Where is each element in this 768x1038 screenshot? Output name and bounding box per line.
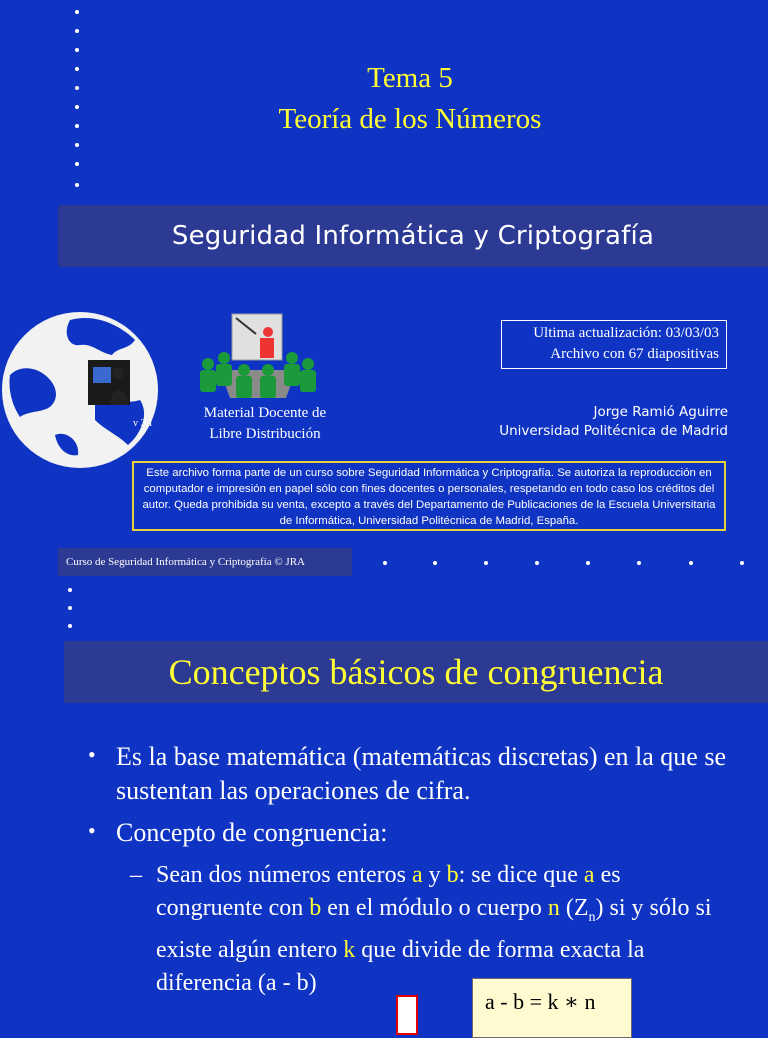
slide-title: Teoría de los Números bbox=[278, 103, 542, 135]
tema-number: Tema 5 bbox=[367, 62, 453, 94]
var-a: a bbox=[411, 862, 423, 888]
definition-text: : se dice que bbox=[458, 862, 584, 888]
decorative-dot bbox=[68, 588, 72, 592]
definition-text: que divide de forma exacta la diferencia (a - b) bbox=[156, 936, 645, 996]
globe-icon bbox=[0, 305, 165, 475]
decorative-dot bbox=[740, 561, 744, 565]
definition-text: en el módulo o cuerpo bbox=[321, 895, 548, 921]
decorative-dot bbox=[75, 29, 79, 33]
bullet-mark: • bbox=[88, 742, 96, 767]
decorative-dot bbox=[75, 10, 79, 14]
var-k: k bbox=[343, 936, 356, 963]
bullet-text: Concepto de congruencia: bbox=[116, 818, 388, 847]
highlight-rectangle bbox=[396, 995, 418, 1035]
material-docente-label bbox=[185, 403, 345, 445]
course-title-band bbox=[58, 205, 768, 267]
var-n: n bbox=[547, 895, 560, 921]
material-line-2: Libre Distribución bbox=[209, 426, 321, 442]
copyright-notice: Este archivo forma parte de un curso sobre Seguridad Informática y Criptografía. Se autoriza la reproducción en computador e impresión en papel sólo con fines docentes o personales, respetando en todo caso los créditos del autor. Queda prohibida su venta, excepto a través del Departamento de Publicaciones de la Escuela Universitaria de Informática, Universidad Politécnica de Madrid, España. bbox=[132, 461, 726, 531]
dash-mark: – bbox=[130, 862, 142, 888]
decorative-dot bbox=[75, 67, 79, 71]
decorative-dot bbox=[535, 561, 539, 565]
decorative-dot bbox=[75, 86, 79, 90]
subscript-n: n bbox=[588, 909, 596, 925]
var-b: b bbox=[446, 862, 459, 888]
definition-text: Sean dos números enteros bbox=[156, 862, 412, 888]
update-info-box bbox=[501, 320, 727, 369]
var-a: a bbox=[583, 862, 595, 888]
course-title: Seguridad Informática y Criptografía bbox=[171, 221, 655, 251]
slide-count: Archivo con 67 diapositivas bbox=[550, 346, 719, 362]
decorative-dot bbox=[484, 561, 488, 565]
definition-text: (Z bbox=[559, 895, 589, 921]
slide2-title: Conceptos básicos de congruencia bbox=[168, 652, 664, 692]
teacher-with-students-icon bbox=[196, 312, 320, 402]
author-university: Universidad Politécnica de Madrid bbox=[499, 423, 728, 439]
definition-text: y bbox=[422, 862, 447, 888]
decorative-dot bbox=[637, 561, 641, 565]
definition-text: ) si y sólo si existe algún entero bbox=[156, 895, 712, 963]
decorative-dot bbox=[689, 561, 693, 565]
footer-text: Curso de Seguridad Informática y Criptografía © JRA bbox=[66, 556, 305, 568]
decorative-dot bbox=[68, 624, 72, 628]
decorative-dot bbox=[75, 183, 79, 187]
author-name: Jorge Ramió Aguirre bbox=[593, 404, 728, 420]
update-date: Ultima actualización: 03/03/03 bbox=[533, 325, 719, 341]
congruence-formula: a - b = k ∗ n bbox=[472, 978, 632, 1038]
decorative-dot bbox=[75, 143, 79, 147]
material-line-1: Material Docente de bbox=[203, 405, 327, 421]
decorative-dot bbox=[75, 124, 79, 128]
slide2-title-band bbox=[64, 641, 768, 703]
version-label: v 3.1 bbox=[133, 418, 153, 429]
definition-text: es congruente con bbox=[156, 862, 621, 921]
decorative-dot bbox=[433, 561, 437, 565]
slide-footer bbox=[58, 548, 352, 576]
decorative-dot bbox=[383, 561, 387, 565]
bullet-mark: • bbox=[88, 818, 96, 843]
var-b: b bbox=[309, 895, 322, 921]
congruence-definition bbox=[156, 859, 728, 1000]
decorative-dot bbox=[586, 561, 590, 565]
decorative-dot bbox=[75, 48, 79, 52]
bullet-text: Es la base matemática (matemáticas discretas) en la que se sustentan las operaciones de cifra. bbox=[116, 742, 726, 805]
decorative-dot bbox=[75, 105, 79, 109]
decorative-dot bbox=[75, 162, 79, 166]
decorative-dot bbox=[68, 606, 72, 610]
